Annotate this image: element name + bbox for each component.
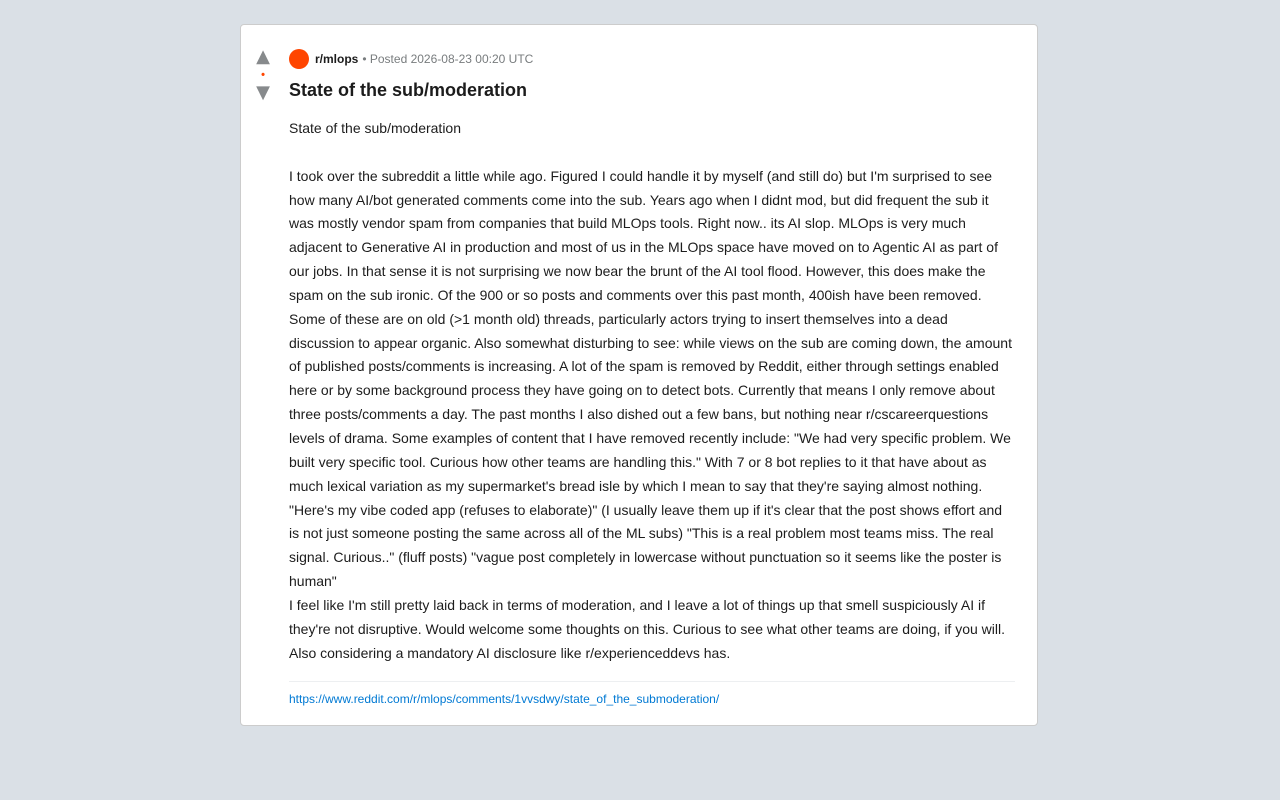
- post-permalink[interactable]: https://www.reddit.com/r/mlops/comments/1vvsdwy/state_of_the_submoderation/: [289, 692, 720, 707]
- subreddit-avatar[interactable]: [289, 49, 309, 69]
- post-meta: [289, 49, 1015, 69]
- upvote-icon[interactable]: ▲: [256, 46, 270, 67]
- post-content: [289, 49, 1015, 706]
- vote-column: [251, 47, 275, 103]
- post-body: State of the sub/moderation I took over the subreddit a little while ago. Figured I could handle it by myself (and still do) but I'm surprised to see how many AI/bot generated comments come into the sub. Years ago when I didnt mod, but did frequent the sub it was mostly vendor spam from companies that build MLOps tools. Right now.. its AI slop. MLOps is very much adjacent to Generative AI in production and most of us in the MLOps space have moved on to Agentic AI as part of our jobs. In that sense it is not surprising we now bear the brunt of the AI tool flood. However, this does make the spam on the sub ironic. Of the 900 or so posts and comments over this past month, 400ish have been removed. Some of these are on old (>1 month old) threads, particularly actors trying to insert themselves into a dead discussion to appear organic. Also somewhat disturbing to see: while views on the sub are coming down, the amount of published posts/comments is increasing. A lot of the spam is removed by Reddit, either through settings enabled here or by some background process they have going on to detect bots. Currently that means I only remove about three posts/comments a day. The past months I also dished out a few bans, but nothing near r/cscareerquestions levels of drama. Some examples of content that I have removed recently include: "We had very specific problem. We built very specific tool. Curious how other teams are handling this." With 7 or 8 bot replies to it that have about as much lexical variation as my supermarket's bread isle by which I mean to say that they're saying almost nothing. "Here's my vibe coded app (refuses to elaborate)" (I usually leave them up if it's clear that the post shows effort and is not just someone posting the same across all of the ML subs) "This is a real problem most teams miss. The real signal. Curious.." (fluff posts) "vague post completely in lowercase without punctuation so it seems like the poster is human" I feel like I'm still pretty laid back in terms of moderation, and I leave a lot of things up that smell suspiciously AI if they're not disruptive. Would welcome some thoughts on this. Curious to see what other teams are doing, if you will. Also considering a mandatory AI disclosure like r/experienceddevs has.: [289, 120, 1012, 661]
- post-card: [240, 24, 1038, 726]
- subreddit-name[interactable]: r/mlops: [315, 52, 359, 66]
- vote-score: •: [261, 69, 265, 81]
- post-timestamp: • Posted 2026-08-23 00:20 UTC: [362, 52, 534, 66]
- post-title[interactable]: State of the sub/moderation: [289, 80, 528, 100]
- downvote-icon[interactable]: ▼: [256, 82, 270, 103]
- divider: [289, 681, 1015, 682]
